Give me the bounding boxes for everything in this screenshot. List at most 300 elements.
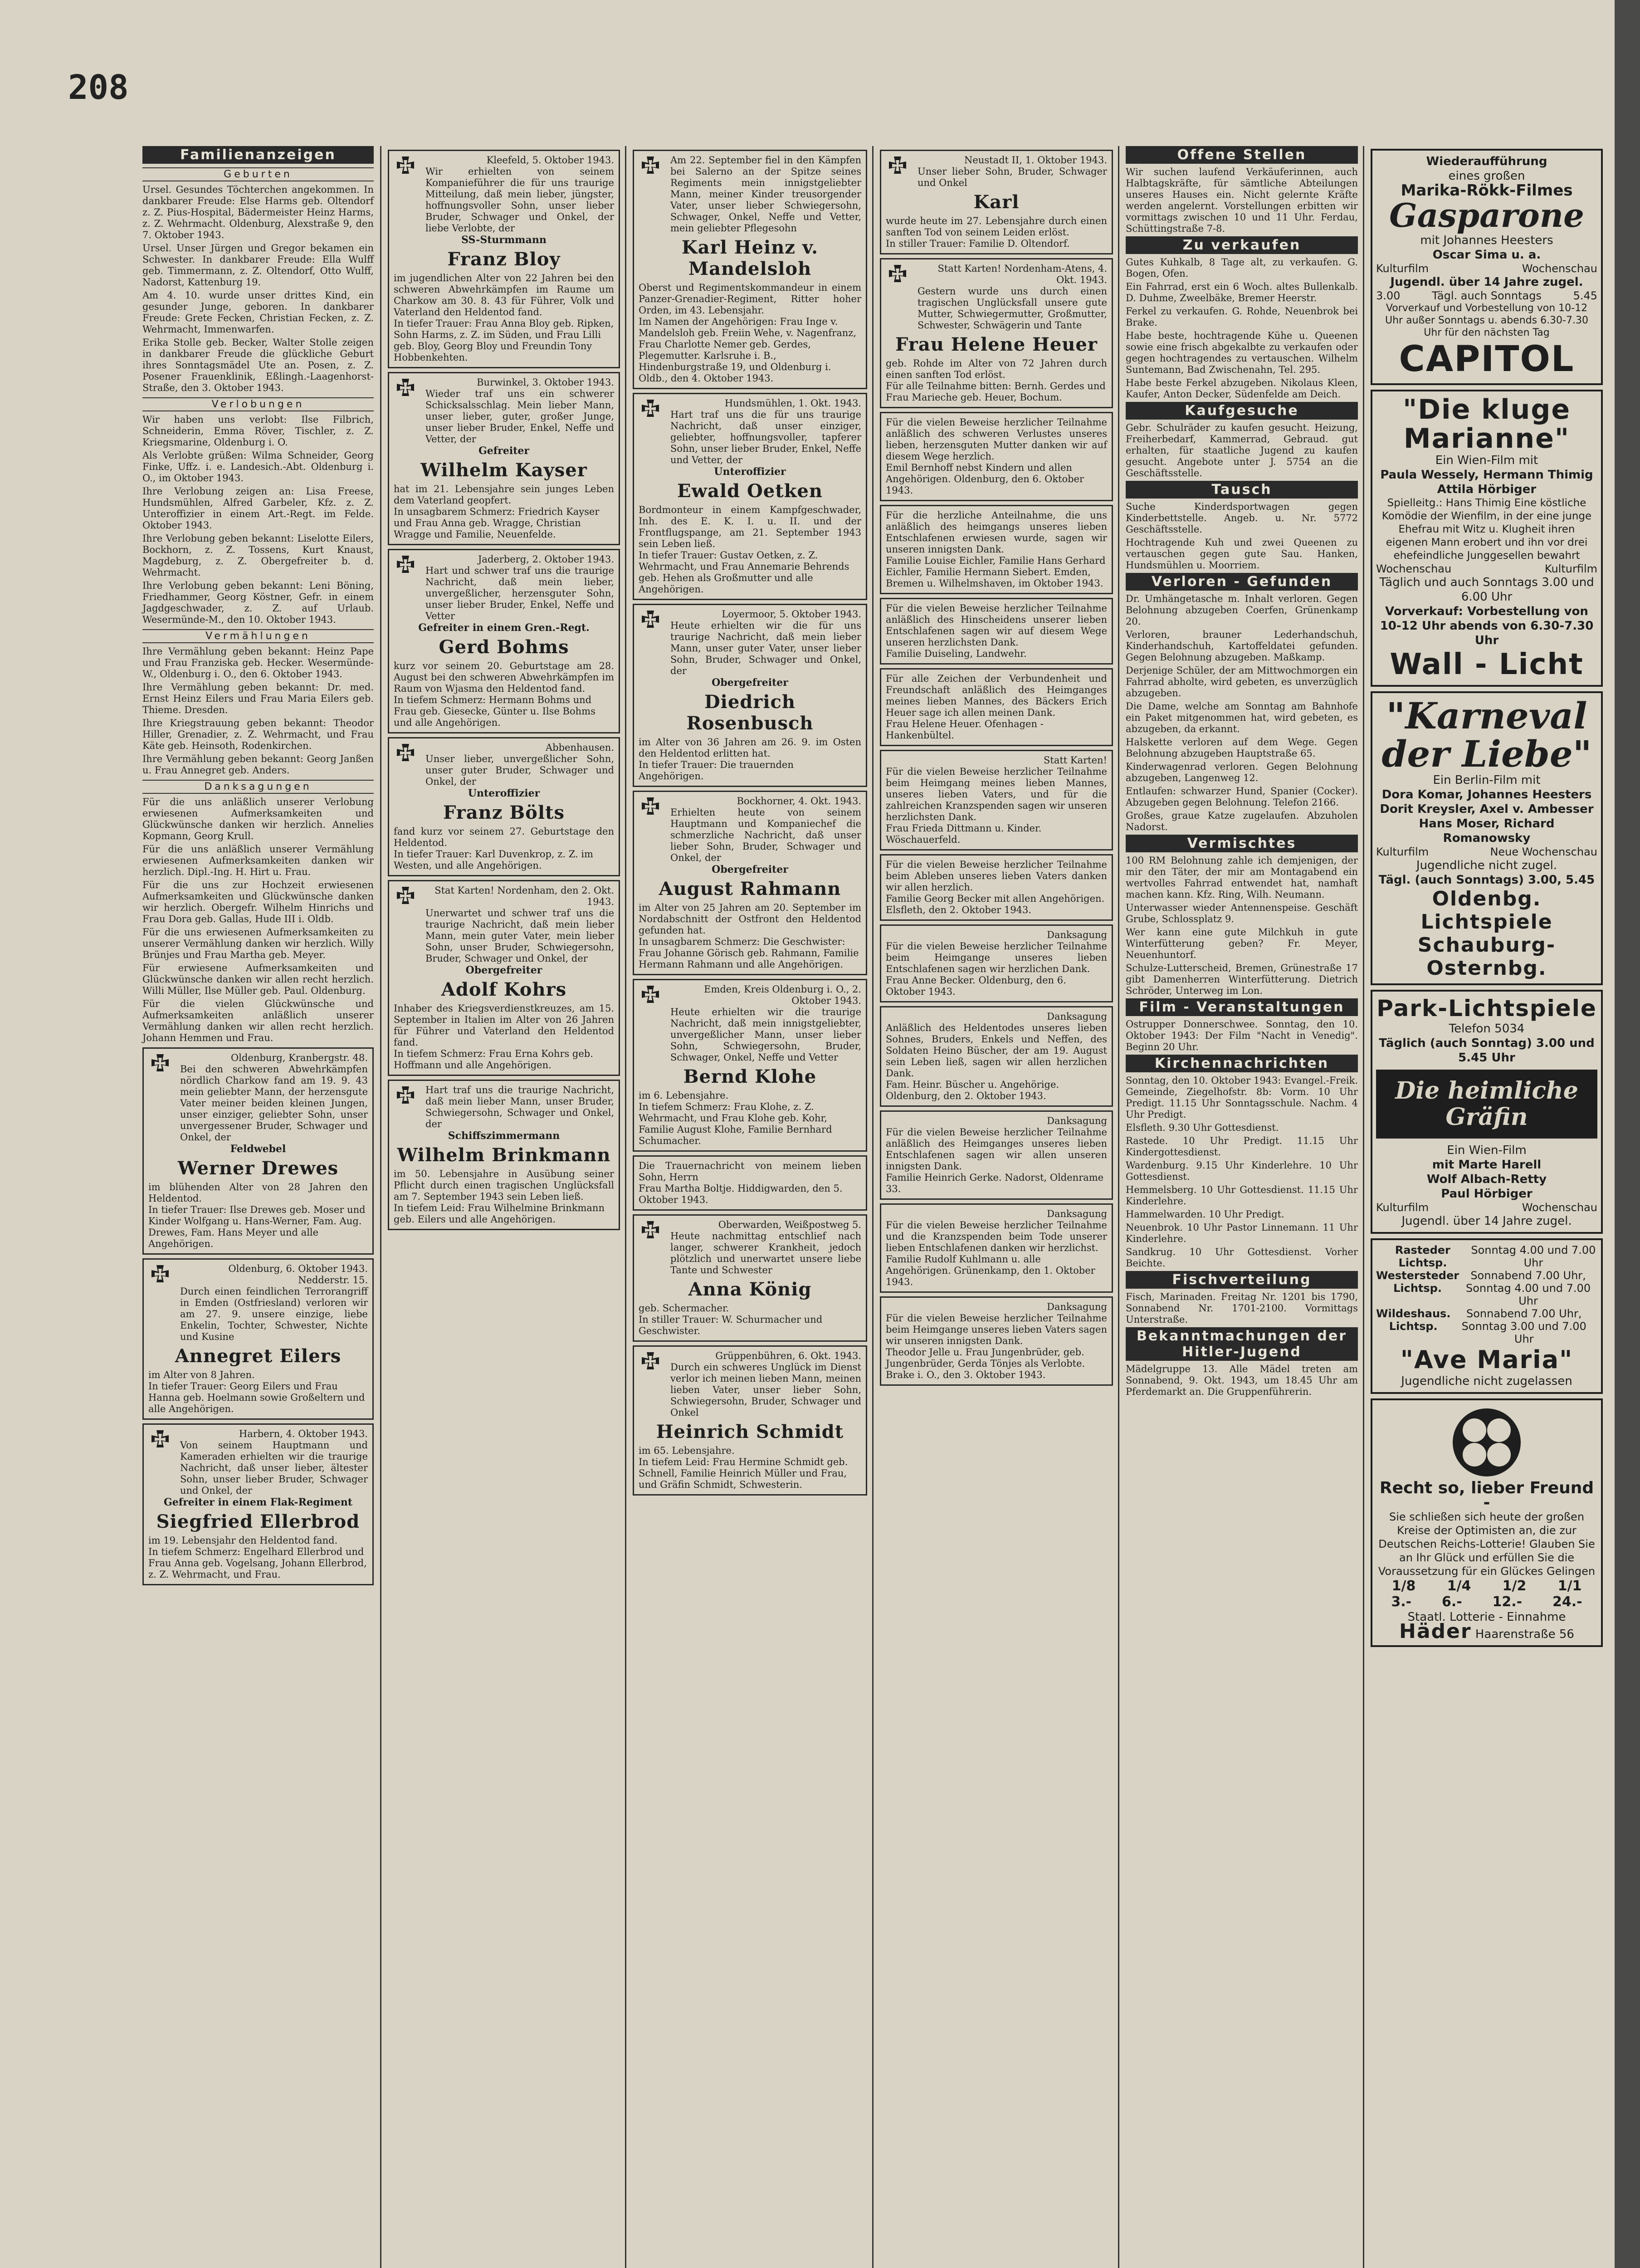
obituary-detail: kurz vor seinem 20. Geburtstage am 28. August bei den schweren Abwehrkämpfen im Raum von Wjasma den Heldentod fand. [394,660,614,694]
lotto-price: 24.- [1552,1594,1582,1610]
obituary [633,791,867,975]
obituary-text: Hart traf uns die traurige Nachricht, daß mein lieber Mann, unser Bruder, Schwiegersohn, Schwager und Onkel, der [425,1085,614,1129]
lotto-fraction: 1/1 [1557,1578,1582,1594]
obituary [633,393,867,600]
ad-ave-maria [1371,1238,1603,1394]
obituary [633,604,867,787]
iron-cross-icon [638,1220,663,1246]
ad2-title1: "Die kluge [1402,394,1571,425]
entry: Ursel. Unser Jürgen und Gregor bekamen ein Schwester. In dankbarer Freude: Ella Wulff geb. Timmermann, z. Z. Oltendorf, Otto Wulff, Nadorst, Kattenburg 19. [142,243,374,288]
entry: Die Dame, welche am Sonntag am Bahnhofe ein Paket mitgenommen hat, wird gebeten, es abzugeben, da erkannt. [1126,701,1358,734]
obituary-sign: Im Namen der Angehörigen: Frau Inge v. Mandelsloh geb. Freiin Wehe, v. Nagenfranz, Frau Charlotte Nemer geb. Gerdes, Plegemutter. Karlsruhe i. B., Hindenburgstraße 19, und Oldenburg i. Oldb., den 4. Oktober 1943. [639,316,857,384]
obituaries-col3 [626,150,874,1496]
obituary-sign: In tiefer Trauer: Gustav Oetken, z. Z. Wehrmacht, und Frau Annemarie Behrends geb. Hehen als Großmutter und alle Angehörigen. [639,550,849,595]
ad3-cinema1: Oldenbg. Lichtspiele [1420,887,1553,934]
ad-capitol [1371,149,1603,385]
obituary [388,880,620,1076]
ad5-title: "Ave Maria" [1400,1345,1573,1374]
obituary-meta: Bockhorner, 4. Okt. 1943. [737,796,861,807]
lotto-fraction: 1/8 [1391,1578,1416,1594]
obituary-meta: Statt Karten! Nordenham-Atens, 4. Okt. 1943. [937,263,1107,285]
obituary-sign: In tiefem Leid: Frau Wilhelmine Brinkmann geb. Eilers und alle Angehörigen. [394,1202,605,1225]
obituary-sign: In stiller Trauer: Familie D. Oltendorf. [886,238,1070,249]
obituary-text: Für die vielen Beweise herzlicher Teilnahme beim Heimgange unseres lieben Vaters sagen wir unseren innigsten Dank. [886,1313,1107,1346]
ad5-rows [1376,1244,1597,1345]
ad6-seller: Staatl. Lotterie - Einnahme [1407,1610,1566,1624]
obituary-text: Gestern wurde uns durch einen tragischen Unglücksfall unsere gute Mutter, Schwiegermutter, Großmutter, Schwester, Schwägerin und Tante [918,286,1107,331]
entry: Schulze-Lutterscheid, Bremen, Grünestraße 17 gibt Damenherren Winterfütterung. Dietrich Schröder, Unterweg im Lon. [1126,963,1358,996]
obituary-sign: In tiefem Schmerz: Engelhard Ellerbrod und Frau Anna geb. Vogelsang, Johann Ellerbrod, z. Z. Wehrmacht, und Frau. [148,1546,367,1580]
obituary-meta: Jaderberg, 2. Oktober 1943. [478,554,614,565]
entry: Hochtragende Kuh und zwei Queenen zu vertauschen gegen gute Sau. Hanken, Hundsmühlen u. Moorriem. [1126,537,1358,571]
cinema-row [1376,1244,1597,1269]
obituary-detail: im 50. Lebensjahre in Ausübung seiner Pflicht durch einen tragischen Unglücksfall am 7. September 1943 sein Leben ließ. [394,1168,614,1202]
ad-lotterie [1371,1398,1603,1647]
obituary [880,924,1113,1002]
obituary-sign: Familie Rudolf Kuhlmann u. alle Angehörigen. Grünenkamp, den 1. Oktober 1943. [886,1254,1095,1287]
section [142,629,374,776]
obituary-rank: Obergefreiter [712,864,788,875]
obituary-detail: im blühenden Alter von 28 Jahren den Heldentod. [148,1182,368,1204]
entry: Ihre Verlobung geben bekannt: Liselotte Eilers, Bockhorn, z. Z. Tossens, Kurt Knaust, Magdeburg, z. Z. Obergefreiter b. d. Wehrmacht. [142,533,374,578]
obituary-name: Franz Bölts [443,802,565,823]
section-title: Kirchennachrichten [1126,1055,1358,1072]
section [1126,402,1358,479]
entry: Verloren, brauner Lederhandschuh, Kinderhandschuh, Kartoffeldatei gefunden. Gegen Belohnung abzugeben. Maßkamp. [1126,629,1358,663]
obituary-text: Durch einen feindlichen Terrorangriff in Emden (Ostfriesland) verloren wir am 27. 9. unsere einzige, liebe Enkelin, Tochter, Schwester, Nichte und Kusine [180,1286,368,1342]
section-title: Verloren - Gefunden [1126,573,1358,591]
obituary [388,737,620,876]
ad1-top: Wiederaufführung [1426,155,1547,168]
cinema-row [1376,1269,1597,1307]
ad3-youth: Jugendliche nicht zugel. [1416,859,1557,872]
entry: Rastede. 10 Uhr Predigt. 11.15 Uhr Kindergottesdienst. [1126,1135,1358,1158]
entry: Dr. Umhängetasche m. Inhalt verloren. Gegen Belohnung abzugeben Coerfen, Grünenkamp 20. [1126,593,1358,627]
entry: Ihre Verlobung zeigen an: Lisa Freese, Hundsmühlen, Alfred Garbeler, Kfz. z. Z. Unteroffizier in einem Art.-Regt. im Felde. Oktober 1943. [142,486,374,531]
column-3 [625,146,874,2268]
obituary-text: Erhielten heute von seinem Hauptmann und Kompaniechef die schmerzliche Nachricht, daß unser lieber Sohn, Bruder, Schwager und Onkel, der [670,807,861,863]
classifieds [1119,146,1364,1398]
section [142,780,374,1044]
obituary-detail: im 65. Lebensjahre. [639,1445,735,1456]
obituary [880,750,1113,850]
obituary-meta: Oberwarden, Weißpostweg 5. [718,1219,861,1230]
ad1-l1: Kulturfilm [1376,262,1429,275]
obituary-text: Für die vielen Beweise herzlicher Teilnahme beim Heimgang meines lieben Mannes, unseres lieben Vaters, und für die zahlreichen Kranzspenden sagen wir unseren herzlichsten Dank. [886,766,1107,822]
obituary-text: Für die herzliche Anteilnahme, die uns anläßlich des heimgangs unseres lieben Entschlafenen erwiesen wurde, sagen wir unseren innigsten Dank. [886,510,1107,555]
obituary-text: Für die vielen Beweise herzlicher Teilnahme und die Kranzspenden beim Tode unserer lieben Entschlafenen danken wir herzlichst. [886,1220,1107,1253]
ad4-youth: Jugendl. über 14 Jahre zugel. [1401,1214,1572,1228]
obituary-detail: im 19. Lebensjahr den Heldentod fand. [148,1535,338,1546]
iron-cross-icon [885,264,910,289]
obituary-text: Durch ein schweres Unglück im Dienst verlor ich meinen lieben Mann, meinen lieben Vater, unser lieber Sohn, Schwiegersohn, Bruder, Schwager und Onkel [670,1362,861,1418]
obituary-rank: Obergefreiter [712,677,788,689]
obituary-sign: Frau Martha Boltje. Hiddigwarden, den 5. Oktober 1943. [639,1183,843,1205]
obituary-sign: In tiefem Schmerz: Hermann Bohms und Frau geb. Giesecke, Günter u. Ilse Bohms und alle Angehörigen. [394,694,595,728]
obituary [142,1047,374,1255]
section-title: Danksagungen [142,780,374,794]
iron-cross-icon [638,1351,663,1377]
obituary [880,1110,1113,1200]
ad6-fractions [1376,1578,1597,1594]
section [1126,1327,1358,1398]
cinema-name: Westersteder Lichtsp. [1376,1269,1459,1295]
obituary-name: Franz Bloy [447,249,561,270]
obituary-name: Bernd Klohe [683,1066,817,1087]
entry: Ihre Vermählung geben bekannt: Georg Janßen u. Frau Annegret geb. Anders. [142,753,374,776]
obituary-meta: Danksagung [1047,1208,1107,1219]
obituaries-col1 [142,1047,374,1585]
section [1126,835,1358,997]
ad1-line: Marika-Rökk-Filmes [1401,181,1573,200]
entry: Habe beste, hochtragende Kühe u. Queenen sowie eine frisch abgekalbte zu verkaufen oder gegen hochtragendes zu vertauschen. Wilhelm Suntemann, Bad Zwischenahn, Tel. 295. [1126,330,1358,375]
ad3-sub: Ein Berlin-Film mit [1433,773,1541,787]
entry: 100 RM Belohnung zahle ich demjenigen, der mir den Täter, der mir am Montagabend ein wertvolles Fahrrad entwendet hat, namhaft machen kann. Kfz. Ring, Wilh. Neumann. [1126,855,1358,900]
section-title: Verlobungen [142,397,374,411]
lotto-price: 3.- [1391,1594,1412,1610]
entry: Wir suchen laufend Verkäuferinnen, auch Halbtagskräfte, für sämtliche Abteilungen unseres Hauses ein. Nicht gelernte Kräfte werden angelernt. Vorstellungen erbitten wir vormittags zwischen 10 und 11 Uhr. Ferdau, Schüttingstraße 7-8. [1126,166,1358,234]
iron-cross-icon [147,1429,173,1455]
ad2-desc: Spielleitg.: Hans Thimig Eine köstliche Komödie der Wienfilm, in der eine junge Ehefrau mit Witz u. Klugheit ihren eigenen Mann erobert und ihn vor drei ehefeindliche Junggesellen bewahrt [1381,497,1592,562]
obituary [880,258,1113,408]
obituary [880,505,1113,594]
entry: Für erwiesene Aufmerksamkeiten und Glückwünsche danken wir allen recht herzlich. Willi Müller, Ilse Müller geb. Paul. Oldenburg. [142,963,374,996]
entry: Für die uns erwiesenen Aufmerksamkeiten zu unserer Vermählung danken wir herzlich. Willy Brünjes und Frau Martha geb. Meyer. [142,927,374,960]
iron-cross-icon [638,610,663,635]
entry: Suche Kinderdsportwagen gegen Kinderbettstelle. Angeb. u. Nr. 5772 Geschäftsstelle. [1126,501,1358,535]
obituary-meta: Oldenburg, 6. Oktober 1943. Nedderstr. 15. [228,1263,368,1286]
obituary-rank: Gefreiter in einem Gren.-Regt. [418,622,590,634]
obituary-text: Unser lieber, unvergeßlicher Sohn, unser guter Bruder, Schwager und Onkel, der [425,753,614,787]
obituary-sign: In unsagbarem Schmerz: Die Geschwister: Frau Johanne Görisch geb. Rahmann, Familie Hermann Rahmann und alle Angehörigen. [639,936,859,970]
ad3-r1: Neue Wochenschau [1490,846,1597,858]
ad3-title2: der Liebe" [1381,733,1592,775]
section-title: Kaufgesuche [1126,402,1358,420]
obituary-detail: Oberst und Regimentskommandeur in einem Panzer-Grenadier-Regiment, Ritter hoher Orden, im 43. Lebensjahr. [639,282,861,316]
obituary-detail: Bordmonteur in einem Kampfgeschwader, Inh. des E. K. I. u. II. und der Frontflugspange, am 21. September 1943 sein Leben ließ. [639,504,861,549]
entry: Als Verlobte grüßen: Wilma Schneider, Georg Finke, Uffz. i. e. Landesich.-Abt. Oldenburg i. O., im Oktober 1943. [142,450,374,484]
obituary-text: Heute erhielten wir die traurige Nachricht, daß mein innigstgeliebter, unvergeßlicher Mann, unser lieber Sohn, Schwiegersohn, Bruder, Schwager, Onkel, Neffe und Vetter [670,1007,861,1063]
ad2-sub: Ein Wien-Film mit [1435,454,1538,467]
entry: Ferkel zu verkaufen. G. Rohde, Neuenbrok bei Brake. [1126,306,1358,328]
column-5 [1118,146,1364,2268]
obituary-name: Wilhelm Kayser [420,459,587,481]
obituary-detail: Inhaber des Kriegsverdienstkreuzes, am 15. September in Italien im Alter von 26 Jahren für Führer und Vaterland den Heldentod fand. [394,1003,614,1048]
section [1126,573,1358,833]
ad1-presale: Vorverkauf und Vorbestellung von 10-12 Uhr außer Sonntags u. abends 6.30-7.30 Uhr für den nächsten Tag [1385,303,1588,338]
ad3-cast3: Hans Moser, Richard Romanowsky [1419,817,1555,845]
iron-cross-icon [885,156,910,181]
entry: Für die vielen Glückwünsche und Aufmerksamkeiten anläßlich unserer Vermählung danken wir allen recht herzlich. Johann Hemmen und Frau. [142,998,374,1043]
ad2-r1: Kulturfilm [1544,562,1597,575]
obituary-text: Bei den schweren Abwehrkämpfen nördlich Charkow fand am 19. 9. 43 mein geliebter Mann, der herzensgute Vater meiner beiden kleinen Jungen, unser einziger, geliebter Sohn, unser unvergessener Bruder, Schwager und Onkel, der [180,1064,368,1143]
obituary-meta: Hundsmühlen, 1. Okt. 1943. [724,398,861,409]
entry: Derjenige Schüler, der am Mittwochmorgen ein Fahrrad abholte, wird gebeten, es unverzüglich abzugeben. [1126,665,1358,699]
obituary-name: Anna König [688,1279,812,1300]
ad2-time: Täglich und auch Sonntags 3.00 und 6.00 Uhr [1379,576,1594,604]
cinema-time: Sonntag 4.00 und 7.00 Uhr [1471,1244,1596,1269]
iron-cross-icon [393,156,418,181]
obituary-meta: Harbern, 4. Oktober 1943. [239,1428,368,1439]
cinema-time: Sonnabend 7.00 Uhr, Sonntag 3.00 und 7.00 Uhr [1461,1307,1586,1345]
obituary-text: Wir erhielten von seinem Kompanieführer die für uns traurige Mitteilung, daß mein lieber, jüngster, hoffnungsvoller Sohn, unser lieber Bruder, Schwager und Onkel, der liebe Verlobte, der [425,166,614,234]
obituary-meta: Statt Karten! [1044,755,1107,766]
ad2-cinema: Wall - Licht [1390,648,1584,681]
ad4-title: Die heimliche Gräfin [1395,1077,1578,1131]
obituary-rank: Gefreiter in einem Flak-Regiment [163,1496,353,1508]
obituary-meta: Neustadt II, 1. Oktober 1943. [964,155,1107,166]
entry: Ostrupper Donnerschwee. Sonntag, den 10. Oktober 1943: Der Film "Nacht in Venedig". Beginn 20 Uhr. [1126,1019,1358,1052]
ad3-cinema2: Schauburg-Osternbg. [1417,934,1556,980]
lotto-price: 6.- [1441,1594,1462,1610]
obituary [633,1214,867,1342]
obituary-sign: Familie Louise Eichler, Familie Hans Gerhard Eichler, Familie Hermann Siebert. Emden, Bremen u. Wilhelmshaven, im Oktober 1943. [886,555,1106,589]
obituary-meta: Grüppenbühren, 6. Okt. 1943. [715,1350,861,1361]
entry: Halskette verloren auf dem Wege. Gegen Belohnung abzugeben Hauptstraße 65. [1126,737,1358,759]
ad1-r1: Wochenschau [1522,262,1597,275]
obituary-sign: Frau Helene Heuer. Ofenhagen - Hankenbültel. [886,719,1044,741]
entry: Ihre Kriegstrauung geben bekannt: Theodor Hiller, Grenadier, z. Z. Wehrmacht, und Frau Käte geb. Heinsoth, Rodenkirchen. [142,718,374,751]
column-1 [136,146,380,2268]
ad1-extras [1376,262,1597,275]
lotto-fraction: 1/2 [1502,1578,1527,1594]
obituary-name: Diedrich Rosenbusch [686,691,814,734]
iron-cross-icon [393,378,418,403]
obituary-sign: In tiefer Trauer: Die trauernden Angehörigen. [639,759,794,782]
obituary-meta: Danksagung [1047,1115,1107,1126]
ad2-extras [1376,562,1597,575]
obituary-text: Am 22. September fiel in den Kämpfen bei Salerno an der Spitze seines Regiments mein innigstgeliebter Mann, meiner Kinder treusorgender Vater, unser lieber Schwiegersohn, Schwager, Onkel, Neffe und Vetter, mein geliebter Pflegesohn [670,155,861,234]
obituary-text: Für alle Zeichen der Verbundenheit und Freundschaft anläßlich des Heimganges meines lieben Mannes, des Bäckers Erich Heuer sage ich allen meinen Dank. [886,673,1107,718]
obituary-detail: im Alter von 36 Jahren am 26. 9. im Osten den Heldentod erlitten hat. [639,737,861,759]
obituary-meta: Danksagung [1047,1011,1107,1022]
obituary-name: Heinrich Schmidt [656,1421,844,1442]
ad4-r1: Wochenschau [1522,1201,1597,1214]
obituary-name: Frau Helene Heuer [895,334,1098,355]
iron-cross-icon [638,985,663,1010]
entry: Entlaufen: schwarzer Hund, Spanier (Cocker). Abzugeben gegen Belohnung. Telefon 2166. [1126,786,1358,808]
obituary-rank: Unteroffizier [468,787,540,799]
obituary-detail: im jugendlichen Alter von 22 Jahren bei den schweren Abwehrkämpfen im Raume um Charkow am 30. 8. 43 für Führer, Volk und Vaterland den Heldentod fand. [394,273,614,318]
obituary [633,979,867,1152]
entry: Neuenbrok. 10 Uhr Pastor Linnemann. 11 Uhr Kinderlehre. [1126,1222,1358,1244]
entry: Ursel. Gesundes Töchterchen angekommen. In dankbarer Freude: Else Harms geb. Oltendorf z. Z. Pius-Hospital, Bädermeister Heinz Harms, z. Z. Wehrmacht. Oldenburg, Alexstraße 9, den 7. Oktober 1943. [142,184,374,240]
ad4-extras [1376,1201,1597,1214]
obituary [880,598,1113,665]
entry: Am 4. 10. wurde unser drittes Kind, ein gesunder Junge, geboren. In dankbarer Freude: Grete Fecken, Christian Fecken, z. Z. Wehrmacht, Immenwarfen. [142,290,374,335]
section [1126,1271,1358,1325]
obituary-meta: Danksagung [1047,929,1107,940]
entry: Ein Fahrrad, erst ein 6 Woch. altes Bullenkalb. D. Duhme, Zweelbäke, Bremer Heerstr. [1126,281,1358,303]
entry: Wir haben uns verlobt: Ilse Filbrich, Schneiderin, Emma Röver, Tischler, z. Z. Kriegsmarine, Oldenburg i. O. [142,414,374,448]
obituary-name: Siegfried Ellerbrod [156,1511,360,1532]
ad4-cinema: Park-Lichtspiele [1376,995,1597,1022]
obituary-meta: Danksagung [1047,1301,1107,1312]
section [142,397,374,626]
obituary-meta: Emden, Kreis Oldenburg i. O., 2. Oktober 1943. [704,984,861,1006]
ad-wall-licht [1371,390,1603,687]
obituary [880,668,1113,746]
section [1126,998,1358,1053]
iron-cross-icon [147,1053,173,1079]
obituary [388,1080,620,1230]
obituary-sign: In stiller Trauer: W. Schurmacher und Geschwister. [639,1314,823,1336]
section-title: Vermischtes [1126,835,1358,852]
entry: Kinderwagenrad verloren. Gegen Belohnung abzugeben, Langenweg 12. [1126,761,1358,783]
obituary-sign: In tiefer Trauer: Frau Anna Bloy geb. Ripken, Sohn Harms, z. Z. im Süden, und Frau Lilli geb. Bloy, Georg Bloy und Freundin Tony Hobbenkehten. [394,318,614,363]
iron-cross-icon [638,797,663,822]
ad1-sub: eines großen [1448,169,1525,183]
ad4-phone: Telefon 5034 [1449,1022,1525,1036]
obituary-sign: In tiefer Trauer: Ilse Drewes geb. Moser und Kinder Wolfgang u. Hans-Werner, Fam. Aug. Drewes, Fam. Hans Meyer und alle Angehörigen. [148,1204,366,1249]
obituary-sign: Fam. Heinr. Büscher u. Angehörige. Oldenburg, den 2. Oktober 1943. [886,1079,1059,1101]
ad2-presale: Vorverkauf: Vorbestellung von 10-12 Uhr abends von 6.30-7.30 Uhr [1380,605,1594,647]
section-header-family: Familienanzeigen [142,146,374,164]
obituary-sign: In tiefem Schmerz: Frau Erna Kohrs geb. Hoffmann und alle Angehörigen. [394,1048,593,1070]
obituary-text: Heute erhielten wir die für uns traurige Nachricht, daß mein lieber Mann, unser guter Vater, unser lieber Sohn, Bruder, Schwager und Onkel, der [670,620,861,676]
obituary-detail: im Alter von 25 Jahren am 20. September im Nordabschnitt der Ostfront den Heldentod gefunden hat. [639,902,861,936]
ad1-cast1: mit Johannes Heesters [1420,234,1553,247]
ad1-title: Gasparone [1389,196,1584,235]
ad1-cast2: Oscar Sima u. a. [1432,248,1541,262]
cinema-row [1376,1307,1597,1345]
obituary-text: Die Trauernachricht von meinem lieben Sohn, Herrn [639,1160,861,1183]
obituary [388,150,620,368]
section [1126,236,1358,400]
lotto-price: 12.- [1492,1594,1523,1610]
obituary [142,1423,374,1585]
ad4-cast1: mit Marte Harell [1432,1158,1542,1172]
ad4-sub: Ein Wien-Film [1447,1144,1527,1157]
iron-cross-icon [393,555,418,580]
obituary-sign: Frau Frieda Dittmann u. Kinder. Wöschauerfeld. [886,823,1042,845]
obituary-name: Werner Drewes [177,1158,339,1179]
obituary-sign: In tiefem Schmerz: Frau Klohe, z. Z. Wehrmacht, und Frau Klohe geb. Kohr, Familie August Klohe, Familie Bernhard Schumacher. [639,1101,832,1146]
ad1-time-l: 3.00 [1376,289,1401,302]
section-title: Tausch [1126,481,1358,499]
entry: Unterwasser wieder Antennenspeise. Geschäft Grube, Schlossplatz 9. [1126,902,1358,924]
obituary [633,150,867,389]
obituary-meta: Burwinkel, 3. Oktober 1943. [477,377,614,388]
ad3-title1: "Karneval [1386,694,1587,737]
ad1-time-r: 5.45 [1573,289,1597,302]
ad-karneval [1371,691,1603,985]
iron-cross-icon [638,156,663,181]
section-title: Fischverteilung [1126,1271,1358,1289]
entry: Großes, graue Katze zugelaufen. Abzuholen Nadorst. [1126,810,1358,832]
entry: Hemmelsberg. 10 Uhr Gottesdienst. 11.15 Uhr Kinderlehre. [1126,1184,1358,1207]
obituary [880,1203,1113,1293]
obituary [880,1296,1113,1386]
ad3-cast: Dora Komar, Johannes Heesters [1381,788,1592,802]
entry: Fisch, Marinaden. Freitag Nr. 1201 bis 1790, Sonnabend Nr. 1701-2100. Vormittags Unterstraße. [1126,1291,1358,1325]
iron-cross-icon [393,886,418,911]
obituary-text: Hart und schwer traf uns die traurige Nachricht, daß mein lieber, unvergeßlicher, herzensguter Sohn, unser lieber Bruder, Enkel, Neffe und Vetter [425,565,614,621]
ad1-youth: Jugendl. über 14 Jahre zugel. [1390,275,1583,289]
column-4 [872,146,1119,2268]
lotto-fraction: 1/4 [1447,1578,1471,1594]
entry: Gutes Kuhkalb, 8 Tage alt, zu verkaufen. G. Bogen, Ofen. [1126,257,1358,279]
obituary [880,854,1113,921]
obituary-meta: Kleefeld, 5. Oktober 1943. [486,155,614,166]
entry: Elsfleth. 9.30 Uhr Gottesdienst. [1126,1122,1279,1133]
family-sections [142,167,374,1044]
section-title: Bekanntmachungen der Hitler-Jugend [1126,1327,1358,1361]
section-title: Zu verkaufen [1126,236,1358,254]
obituary-text: Heute nachmittag entschlief nach langer, schwerer Krankheit, jedoch plötzlich und unerwartet unsere liebe Tante und Schwester [670,1231,861,1276]
obituary-name: August Rahmann [659,878,841,899]
obituary-text: Unser lieber Sohn, Bruder, Schwager und Onkel [918,166,1107,188]
obituary-sign: In tiefer Trauer: Karl Duvenkrop, z. Z. im Westen, und alle Angehörigen. [394,849,593,871]
obituary-rank: Unteroffizier [714,466,786,478]
ad2-cast: Paula Wessely, Hermann Thimig [1380,468,1593,482]
obituary-detail: geb. Rohde im Alter von 72 Jahren durch einen sanften Tod erlöst. [886,358,1107,380]
obituary-sign: Theodor Jelle u. Frau Jungenbrüder, geb. Jungenbrüder, Gerda Tönjes als Verlobte. Brake i. O., den 3. Oktober 1943. [886,1347,1085,1380]
obituary [142,1258,374,1420]
ad4-cast2: Wolf Albach-Retty [1426,1173,1547,1186]
obituary-name: Gerd Bohms [439,636,569,658]
entry: Hammelwarden. 10 Uhr Predigt. [1126,1209,1284,1220]
obituary [633,1155,867,1211]
ad3-cast2: Dorit Kreysler, Axel v. Ambesser [1380,802,1594,816]
entry: Für die uns anläßlich unserer Vermählung erwiesenen Aufmerksamkeiten danken wir herzlich. Dipl.-Ing. H. Hirt u. Frau. [142,844,374,877]
page-number: 208 [68,68,129,107]
obituary-detail: hat im 21. Lebensjahre sein junges Leben dem Vaterland geopfert. [394,484,614,506]
section-title: Vermählungen [142,629,374,643]
entry: Wer kann eine gute Milchkuh in gute Winterfütterung geben? Fr. Meyer, Neuenhuntorf. [1126,927,1358,960]
entry: Gebr. Schulräder zu kaufen gesucht. Heizung, Freiherbedarf, Kammerrad, Gebraud. gut erhalten, für staatliche Jugend zu kaufen gesucht. Angebote unter J. 5754 an die Geschäftsstelle. [1126,422,1358,479]
obituary-text: Für die vielen Beweise herzlicher Teilnahme anläßlich des Heimganges unseres lieben Entschlafenen sagen wir allen unseren innigsten Dank. [886,1127,1107,1172]
obituary-text: Für die vielen Beweise herzlicher Teilnahme anläßlich des schweren Verlustes unseres lieben, herzensguten Mutter danken wir auf diesem Wege herzlich. [886,417,1107,462]
entry: Für die uns anläßlich unserer Verlobung erwiesenen Aufmerksamkeiten und Glückwünsche danken wir herzlich. Annelies Kopmann, Georg Krull. [142,797,374,841]
section-title: Geburten [142,167,374,181]
ad6-text: Sie schließen sich heute der großen Kreise der Optimisten an, die zur Deutschen Reichs-Lotterie! Glauben Sie an Ihr Glück und erfüllen Sie die Voraussetzung für ein Glückes Gelingen [1378,1510,1596,1578]
obituary-name: Karl [973,191,1020,213]
ad3-time: Tägl. (auch Sonntags) 3.00, 5.45 [1378,873,1595,887]
obituary-detail: fand kurz vor seinem 27. Geburtstage den Heldentod. [394,826,614,848]
obituary-rank: Obergefreiter [465,964,542,976]
obituary-meta: Stat Karten! Nordenham, den 2. Okt. 1943. [434,885,614,907]
ad5-note: Jugendliche nicht zugelassen [1401,1374,1572,1388]
obituary-sign: In tiefem Leid: Frau Hermine Schmidt geb. Schnell, Familie Heinrich Müller und Frau, und Gräfin Schmidt, Schwesterin. [639,1457,848,1490]
section [1126,146,1358,235]
ad1-times [1376,289,1597,302]
ad2-cast2: Attila Hörbiger [1437,483,1537,496]
obituary-rank: Gefreiter [478,445,529,457]
obituaries-col4 [874,150,1119,1386]
obituary-sign: Familie Heinrich Gerke. Nadorst, Oldenrame 33. [886,1172,1104,1194]
ad4-cast3: Paul Hörbiger [1441,1187,1533,1201]
ad2-title2: Marianne" [1403,423,1570,455]
iron-cross-icon [393,1085,418,1111]
entry: Ihre Vermählung geben bekannt: Dr. med. Ernst Heinz Eilers und Frau Maria Eilers geb. Thieme. Dresden. [142,682,374,715]
ad6-prices [1376,1594,1597,1610]
entry: Für die uns zur Hochzeit erwiesenen Aufmerksamkeiten und Glückwünsche danken wir herzlich. Obergefr. Wilhelm Hinrichs und Frau Dora geb. Gallas, Hude III i. Oldb. [142,880,374,924]
ad2-l1: Wochenschau [1376,562,1452,575]
obituary [880,1006,1113,1107]
obituary-sign: Emil Bernhoff nebst Kindern und allen Angehörigen. Oldenburg, den 6. Oktober 1943. [886,462,1084,496]
entry: Ihre Vermählung geben bekannt: Heinz Pape und Frau Franziska geb. Hecker. Wesermünde-W., Oldenburg i. O., den 6. Oktober 1943. [142,646,374,679]
obituary-text: Unerwartet und schwer traf uns die traurige Nachricht, daß mein lieber Mann, mein guter Vater, mein lieber Sohn, unser Bruder, Schwiegersohn, Bruder, Schwager und Onkel, der [425,908,614,964]
cinema-time: Sonnabend 7.00 Uhr, Sonntag 4.00 und 7.00 Uhr [1465,1269,1591,1307]
iron-cross-icon [147,1264,173,1290]
obituary-rank: SS-Sturmmann [461,234,547,246]
obituary [388,372,620,545]
clover-icon [1453,1408,1521,1476]
iron-cross-icon [638,399,663,424]
obituary-sign: In tiefer Trauer: Georg Eilers und Frau Hanna geb. Hoelmann sowie Großeltern und alle Angehörigen. [148,1381,365,1414]
obituary-sign: Familie Georg Becker mit allen Angehörigen. Elsfleth, den 2. Oktober 1943. [886,893,1105,915]
